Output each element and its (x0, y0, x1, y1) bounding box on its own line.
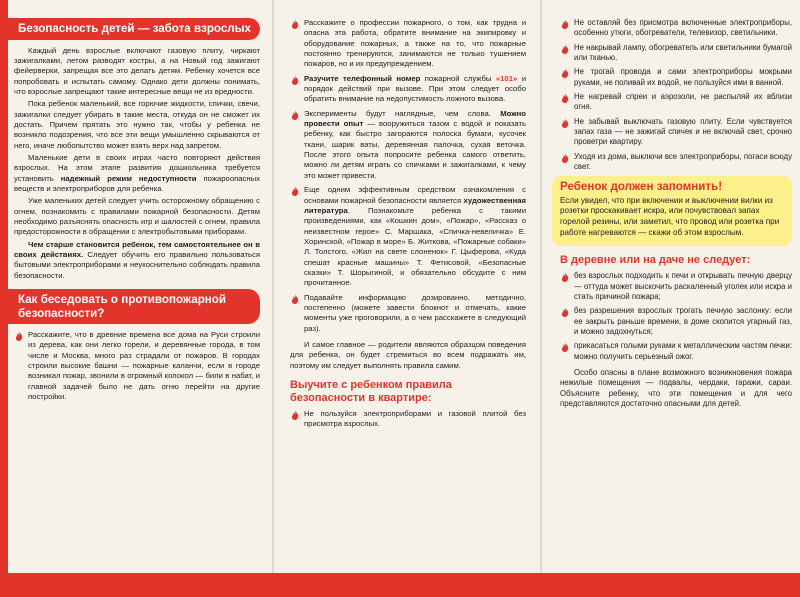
list-item: Не трогай провода и сами электроприборы мокрыми руками, не поливай их водой, не пользуйся ими в ванной. (560, 67, 792, 88)
column-left (14, 18, 260, 406)
flame-icon (290, 186, 300, 196)
flame-icon (560, 153, 570, 163)
highlight-title: Ребенок должен запомнить! (560, 180, 723, 194)
fold-line-2 (540, 0, 542, 573)
section-banner-how-to-talk: Как беседовать о противопожарной безопасности? (4, 289, 260, 324)
list-item: Не забывай выключать газовую плиту. Если чувствуется запах газа — не зажигай спичек и не включай свет, срочно проветри квартиру. (560, 117, 792, 148)
list-item: Эксперименты будут наглядные, чем слова. Можно провести опыт — вооружиться тазом с водой и показать ребенку, как быстро загораются полоска бумаги, кусочек ткани, шарик ваты, деревянная палочка, сухая веточка. После этого опыта попросите ребенка самого ответить, можно ли детям играть со спичками и зажигалками, к чему это может привести. (290, 109, 526, 181)
column-middle (290, 18, 526, 434)
section-heading-apartment-rules: Выучите с ребенком правила безопасности в квартире: (290, 379, 452, 404)
paragraph: Маленькие дети в своих играх часто повторяют действия взрослых. На этом этапе развития дошкольника требуется установить надежный режим недоступности пожароопасных веществ и электроприборов для ребенка. (14, 152, 260, 193)
highlight-text: Если увидел, что при включении и выключении вилки из розетки проскакивает искра, или почувствовал запах горелой резины, или заметил, что провод или розетка при работе нагреваются — скажи об этом взрослым. (560, 195, 780, 237)
flame-icon (290, 75, 300, 85)
list-item: без разрешения взрослых трогать печную заслонку: если ее закрыть раньше времени, в доме скопится угарный газ, и можно задохнуться; (560, 306, 792, 337)
flame-icon (560, 68, 570, 78)
paragraph: Пока ребенок маленький, все горючие жидкости, спички, свечи, зажигалки следует убирать в такие места, откуда он не сможет их достать. Причем прятать это нужно так, чтобы у ребенка не возникло подозрения, что все эти вещи умышленно скрываются от него, иначе любопытство может взять верх над запретом. (14, 99, 260, 150)
list-item: Не нагревай спреи и аэрозоли, не распыляй их вблизи огня. (560, 92, 792, 113)
flame-icon (290, 19, 300, 29)
flame-icon (560, 342, 570, 352)
paragraph: Особо опасны в плане возможного возникновения пожара нежилые помещения — подвалы, чердаки, гаражи, сараи. Объясните ребенку, что эти помещения и для чего представляются достаточно опасными для детей. (560, 367, 792, 408)
list-item: прикасаться голыми руками к металлическим частям печки: можно получить серьезный ожог. (560, 341, 792, 362)
flame-icon (560, 93, 570, 103)
paragraph: И самое главное — родители являются образцом поведения для ребенка, он будет стремиться во всем подражать им, поэтому им следует выполнять правила самим. (290, 339, 526, 370)
flame-icon (290, 110, 300, 120)
column-right (560, 18, 792, 411)
list-item: Не оставляй без присмотра включенные электроприборы, особенно утюги, обогреватели, телевизор, светильники. (560, 18, 792, 39)
list-item: Еще одним эффективным средством ознакомления с основами пожарной безопасности является художественная литература. Познакомьте ребенка с такими произведениями, как «Кошкин дом», «Пожар», «Рассказ о неизвестном герое» С. Маршака, «Спичка-невеличка» Е. Хоринской, «Пожар в море» Б. Житкова, «Пожарные собаки» Л. Толстого, «Жил на свете слоненок» Г. Цыферова, «Куда спешат красные машины» Т. Фетисовой, «Безопасные сказки» Т. Шорыгиной, и обязательно обсудите с ним прочитанное. (290, 185, 526, 288)
list-item: Расскажите, что в древние времена все дома на Руси строили из дерева, как они легко горели, и деревянные города, в том числе и Москва, много раз страдали от пожаров. В городах строили высокие башни — пожарные каланчи, если в городе возникал пожар, звонили в огромный колокол — били в набат, и главной задачей было не дать огню перейти на другие постройки. (14, 330, 260, 402)
flame-icon (560, 118, 570, 128)
fold-line-1 (272, 0, 274, 573)
flame-icon (560, 44, 570, 54)
paragraph: Уже маленьких детей следует учить осторожному обращению с огнем, познакомить с правилами пожарной безопасности. Детям необходимо разъяснять опасность игр и шалостей с огнем, правила предосторожности в обращении с электробытовыми приборами. (14, 196, 260, 237)
flame-icon (560, 19, 570, 29)
list-item: Уходя из дома, выключи все электроприборы, погаси всюду свет. (560, 152, 792, 173)
bottom-red-strip (0, 573, 800, 597)
highlight-box-remember (552, 176, 792, 246)
paragraph: Чем старше становится ребенок, тем самостоятельнее он в своих действиях. Следует обучить его правильно пользоваться бытовыми электроприборами и неукоснительно соблюдать правила безопасности. (14, 239, 260, 280)
flame-icon (290, 294, 300, 304)
paragraph: Каждый день взрослые включают газовую плиту, чиркают зажигалками, летом разводят костры, а на Новый год зажигают фейерверки, запрещая все это делать детям. Ребенку хочется все попробовать и испытать самому. Однако дети должны понимать, что взрослые запрещают такие интересные вещи не из вредности. (14, 45, 260, 96)
list-item: Расскажите о профессии пожарного, о том, как трудна и опасна эта работа, обратите внимание на экипировку и оборудование пожарных, а также на то, что пожарные постоянно тренируются, занимаются не только тушением пожаров, но и их предупреждением. (290, 18, 526, 70)
flame-icon (290, 410, 300, 420)
flame-icon (560, 307, 570, 317)
list-item: Подавайте информацию дозированно, методично, постепенно (можете завести блокнот и отмечать, какие моменты уже проговорили, а о чем расскажете в следующий раз). (290, 293, 526, 334)
list-item: Не пользуйся электроприборами и газовой плитой без присмотра взрослых. (290, 409, 526, 430)
section-banner-child-safety: Безопасность детей — забота взрослых (4, 18, 260, 40)
flame-icon (14, 331, 24, 341)
list-item: без взрослых подходить к печи и открывать печную дверцу — оттуда может выскочить раскаленный уголек или искра и стать причиной пожара; (560, 271, 792, 302)
flame-icon (560, 272, 570, 282)
section-heading-village-rules: В деревне или на даче не следует: (560, 254, 751, 267)
list-item: Не накрывай лампу, обогреватель или светильники бумагой или тканью. (560, 43, 792, 64)
list-item: Разучите телефонный номер пожарной службы «101» и порядок действий при вызове. При этом следует особо обратить внимание на недопустимость ложного вызова. (290, 74, 526, 105)
